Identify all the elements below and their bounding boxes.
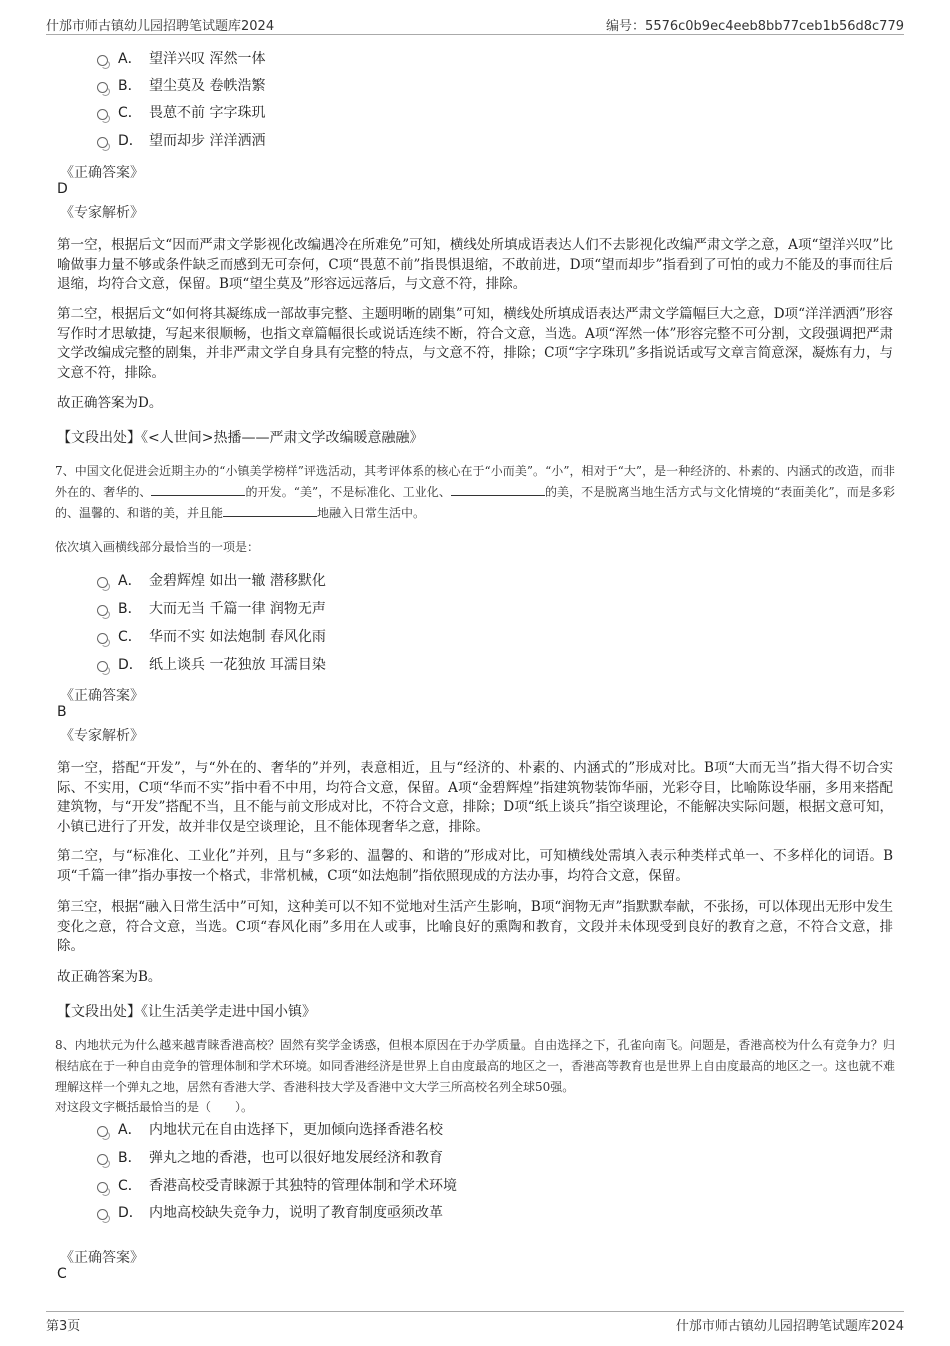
footer-title: 什邡市师古镇幼儿园招聘笔试题库2024 [675, 1319, 904, 1334]
analysis-label: 《专家解析》 [60, 728, 144, 744]
answer-value: B [57, 704, 67, 720]
fill-blank [223, 504, 317, 517]
analysis-paragraph: 第一空，根据后文“因而严肃文学影视化改编遇冷在所难免”可知，横线处所填成语表达人们不去影视化改编严肃文学之意，A项“望洋兴叹”比喻做事力量不够或条件缺乏而感到无可奈何，C项“畏葸不前”指畏惧退缩，不敢前进，D项“望而却步”指看到了可怕的或力不能及的事而往后退缩，均符合文意，保留。B项“望尘莫及”形容远远落后，与文意不符，排除。 [57, 237, 893, 292]
radio-icon[interactable] [97, 577, 108, 588]
option-letter: A． [118, 51, 142, 67]
option-letter: C． [118, 1178, 142, 1194]
option-letter: D． [118, 1205, 143, 1221]
option-text: 内地高校缺失竞争力，说明了教育制度亟须改革 [149, 1205, 443, 1221]
header-title: 什邡市师古镇幼儿园招聘笔试题库2024 [46, 19, 275, 34]
question-stem [55, 461, 895, 524]
analysis-paragraph: 第三空，根据“融入日常生活中”可知，这种美可以不知不觉地对生活产生影响，B项“润物无声”指默默奉献，不张扬，可以体现出无形中发生变化之意，符合文意，当选。C项“春风化雨”多用在人或事，比喻良好的熏陶和教育，文段并未体现受到良好的教育之意，不符合文意，排除。 [57, 899, 893, 954]
option-letter: B． [118, 1150, 142, 1166]
analysis-label: 《专家解析》 [60, 205, 144, 221]
option-letter: D． [118, 133, 143, 149]
source-citation: 【文段出处】《让生活美学走进中国小镇》 [57, 1004, 316, 1020]
radio-icon[interactable] [97, 1154, 108, 1165]
radio-icon[interactable] [97, 109, 108, 120]
radio-icon[interactable] [97, 1209, 108, 1220]
answer-label: 《正确答案》 [60, 1250, 144, 1266]
option-letter: A． [118, 1122, 142, 1138]
option-letter: C． [118, 105, 142, 121]
page-header [46, 0, 904, 35]
option-text: 大而无当 千篇一律 润物无声 [149, 601, 326, 617]
stem-text: 7、中国文化促进会近期主办的“小镇美学榜样”评选活动，其考评体系的核心在于“小而美”。“小”，相对于“大”，是一种经济的、朴素的、内涵式的改造，而非外在的、奢华的、 [55, 464, 895, 499]
radio-icon[interactable] [97, 55, 108, 66]
stem-text: 的开发。“美”，不是标准化、工业化、 [245, 485, 451, 499]
question-prompt: 对这段文字概括最恰当的是（ ）。 [55, 1100, 254, 1114]
radio-icon[interactable] [97, 1126, 108, 1137]
analysis-conclusion: 故正确答案为B。 [57, 969, 162, 985]
radio-icon[interactable] [97, 1182, 108, 1193]
stem-text: 的美，不是脱离当地生活方式与文化情境的“表面美化”，而是多彩的、温馨的、和谐的美，并且能 [55, 485, 895, 520]
stem-text: 地融入日常生活中。 [317, 506, 426, 520]
option-letter: D． [118, 657, 143, 673]
fill-blank [451, 483, 545, 496]
option-text: 弹丸之地的香港，也可以很好地发展经济和教育 [149, 1150, 443, 1166]
option-text: 望而却步 洋洋洒洒 [149, 133, 266, 149]
option-text: 香港高校受青睐源于其独特的管理体制和学术环境 [149, 1178, 457, 1194]
option-text: 望洋兴叹 浑然一体 [149, 51, 266, 67]
page-footer [46, 1311, 904, 1346]
radio-icon[interactable] [97, 661, 108, 672]
radio-icon[interactable] [97, 605, 108, 616]
analysis-paragraph: 第一空，搭配“开发”，与“外在的、奢华的”并列，表意相近，且与“经济的、朴素的、内涵式的”形成对比。B项“大而无当”指大得不切合实际、不实用，C项“华而不实”指中看不中用，均符合文意，保留。A项“金碧辉煌”指建筑物装饰华丽，光彩夺目，比喻陈设华丽，多用来搭配建筑物，与“开发”搭配不当，且不能与前文形成对比，不符合文意，排除；D项“纸上谈兵”指空谈理论，不能解决实际问题，根据文意可知，小镇已进行了开发，故并非仅是空谈理论，且不能体现奢华之意，排除。 [57, 760, 893, 835]
option-text: 内地状元在自由选择下，更加倾向选择香港名校 [149, 1122, 443, 1138]
radio-icon[interactable] [97, 137, 108, 148]
option-letter: B． [118, 78, 142, 94]
answer-label: 《正确答案》 [60, 688, 144, 704]
question-stem: 8、内地状元为什么越来越青睐香港高校？固然有奖学金诱惑，但根本原因在于办学质量。自由选择之下，孔雀向南飞。问题是，香港高校为什么有竞争力？归根结底在于一种自由竞争的管理体制和学术环境。如同香港经济是世界上自由度最高的地区之一，香港高等教育也是世界上自由度最高的地区之一。这也就不难理解这样一个弹丸之地，居然有香港大学、香港科技大学及香港中文大学三所高校名列全球50强。 [55, 1038, 896, 1094]
question-prompt: 依次填入画横线部分最恰当的一项是： [55, 540, 260, 554]
page-number: 第3页 [46, 1319, 81, 1334]
answer-value: C [57, 1266, 67, 1282]
option-letter: A． [118, 573, 142, 589]
analysis-paragraph: 第二空，与“标准化、工业化”并列，且与“多彩的、温馨的、和谐的”形成对比，可知横线处需填入表示种类样式单一、不多样化的词语。B项“千篇一律”指办事按一个格式，非常机械，C项“如法炮制”指依照现成的方法办事，均符合文意，保留。 [57, 848, 893, 884]
radio-icon[interactable] [97, 633, 108, 644]
option-text: 纸上谈兵 一花独放 耳濡目染 [149, 657, 326, 673]
analysis-paragraph: 第二空，根据后文“如何将其凝练成一部故事完整、主题明晰的剧集”可知，横线处所填成语表达严肃文学篇幅巨大之意，D项“洋洋洒洒”形容写作时才思敏捷，写起来很顺畅，也指文章篇幅很长或说话连续不断，符合文意，当选。A项“浑然一体”形容完整不可分割，文段强调把严肃文学改编成完整的剧集，并非严肃文学自身具有完整的特点，与文意不符，排除；C项“字字珠玑”多指说话或写文章言简意深，凝炼有力，与文意不符，排除。 [57, 306, 893, 381]
option-letter: B． [118, 601, 142, 617]
header-code: 编号：5576c0b9ec4eeb8bb77ceb1b56d8c779 [606, 19, 904, 34]
analysis-conclusion: 故正确答案为D。 [57, 395, 163, 411]
option-letter: C． [118, 629, 142, 645]
answer-value: D [57, 181, 68, 197]
answer-label: 《正确答案》 [60, 165, 144, 181]
option-text: 华而不实 如法炮制 春风化雨 [149, 629, 326, 645]
option-text: 金碧辉煌 如出一辙 潜移默化 [149, 573, 326, 589]
option-text: 畏葸不前 字字珠玑 [149, 105, 266, 121]
source-citation: 【文段出处】《<人世间>热播——严肃文学改编暖意融融》 [57, 430, 424, 446]
radio-icon[interactable] [97, 82, 108, 93]
option-text: 望尘莫及 卷帙浩繁 [149, 78, 266, 94]
fill-blank [151, 483, 245, 496]
